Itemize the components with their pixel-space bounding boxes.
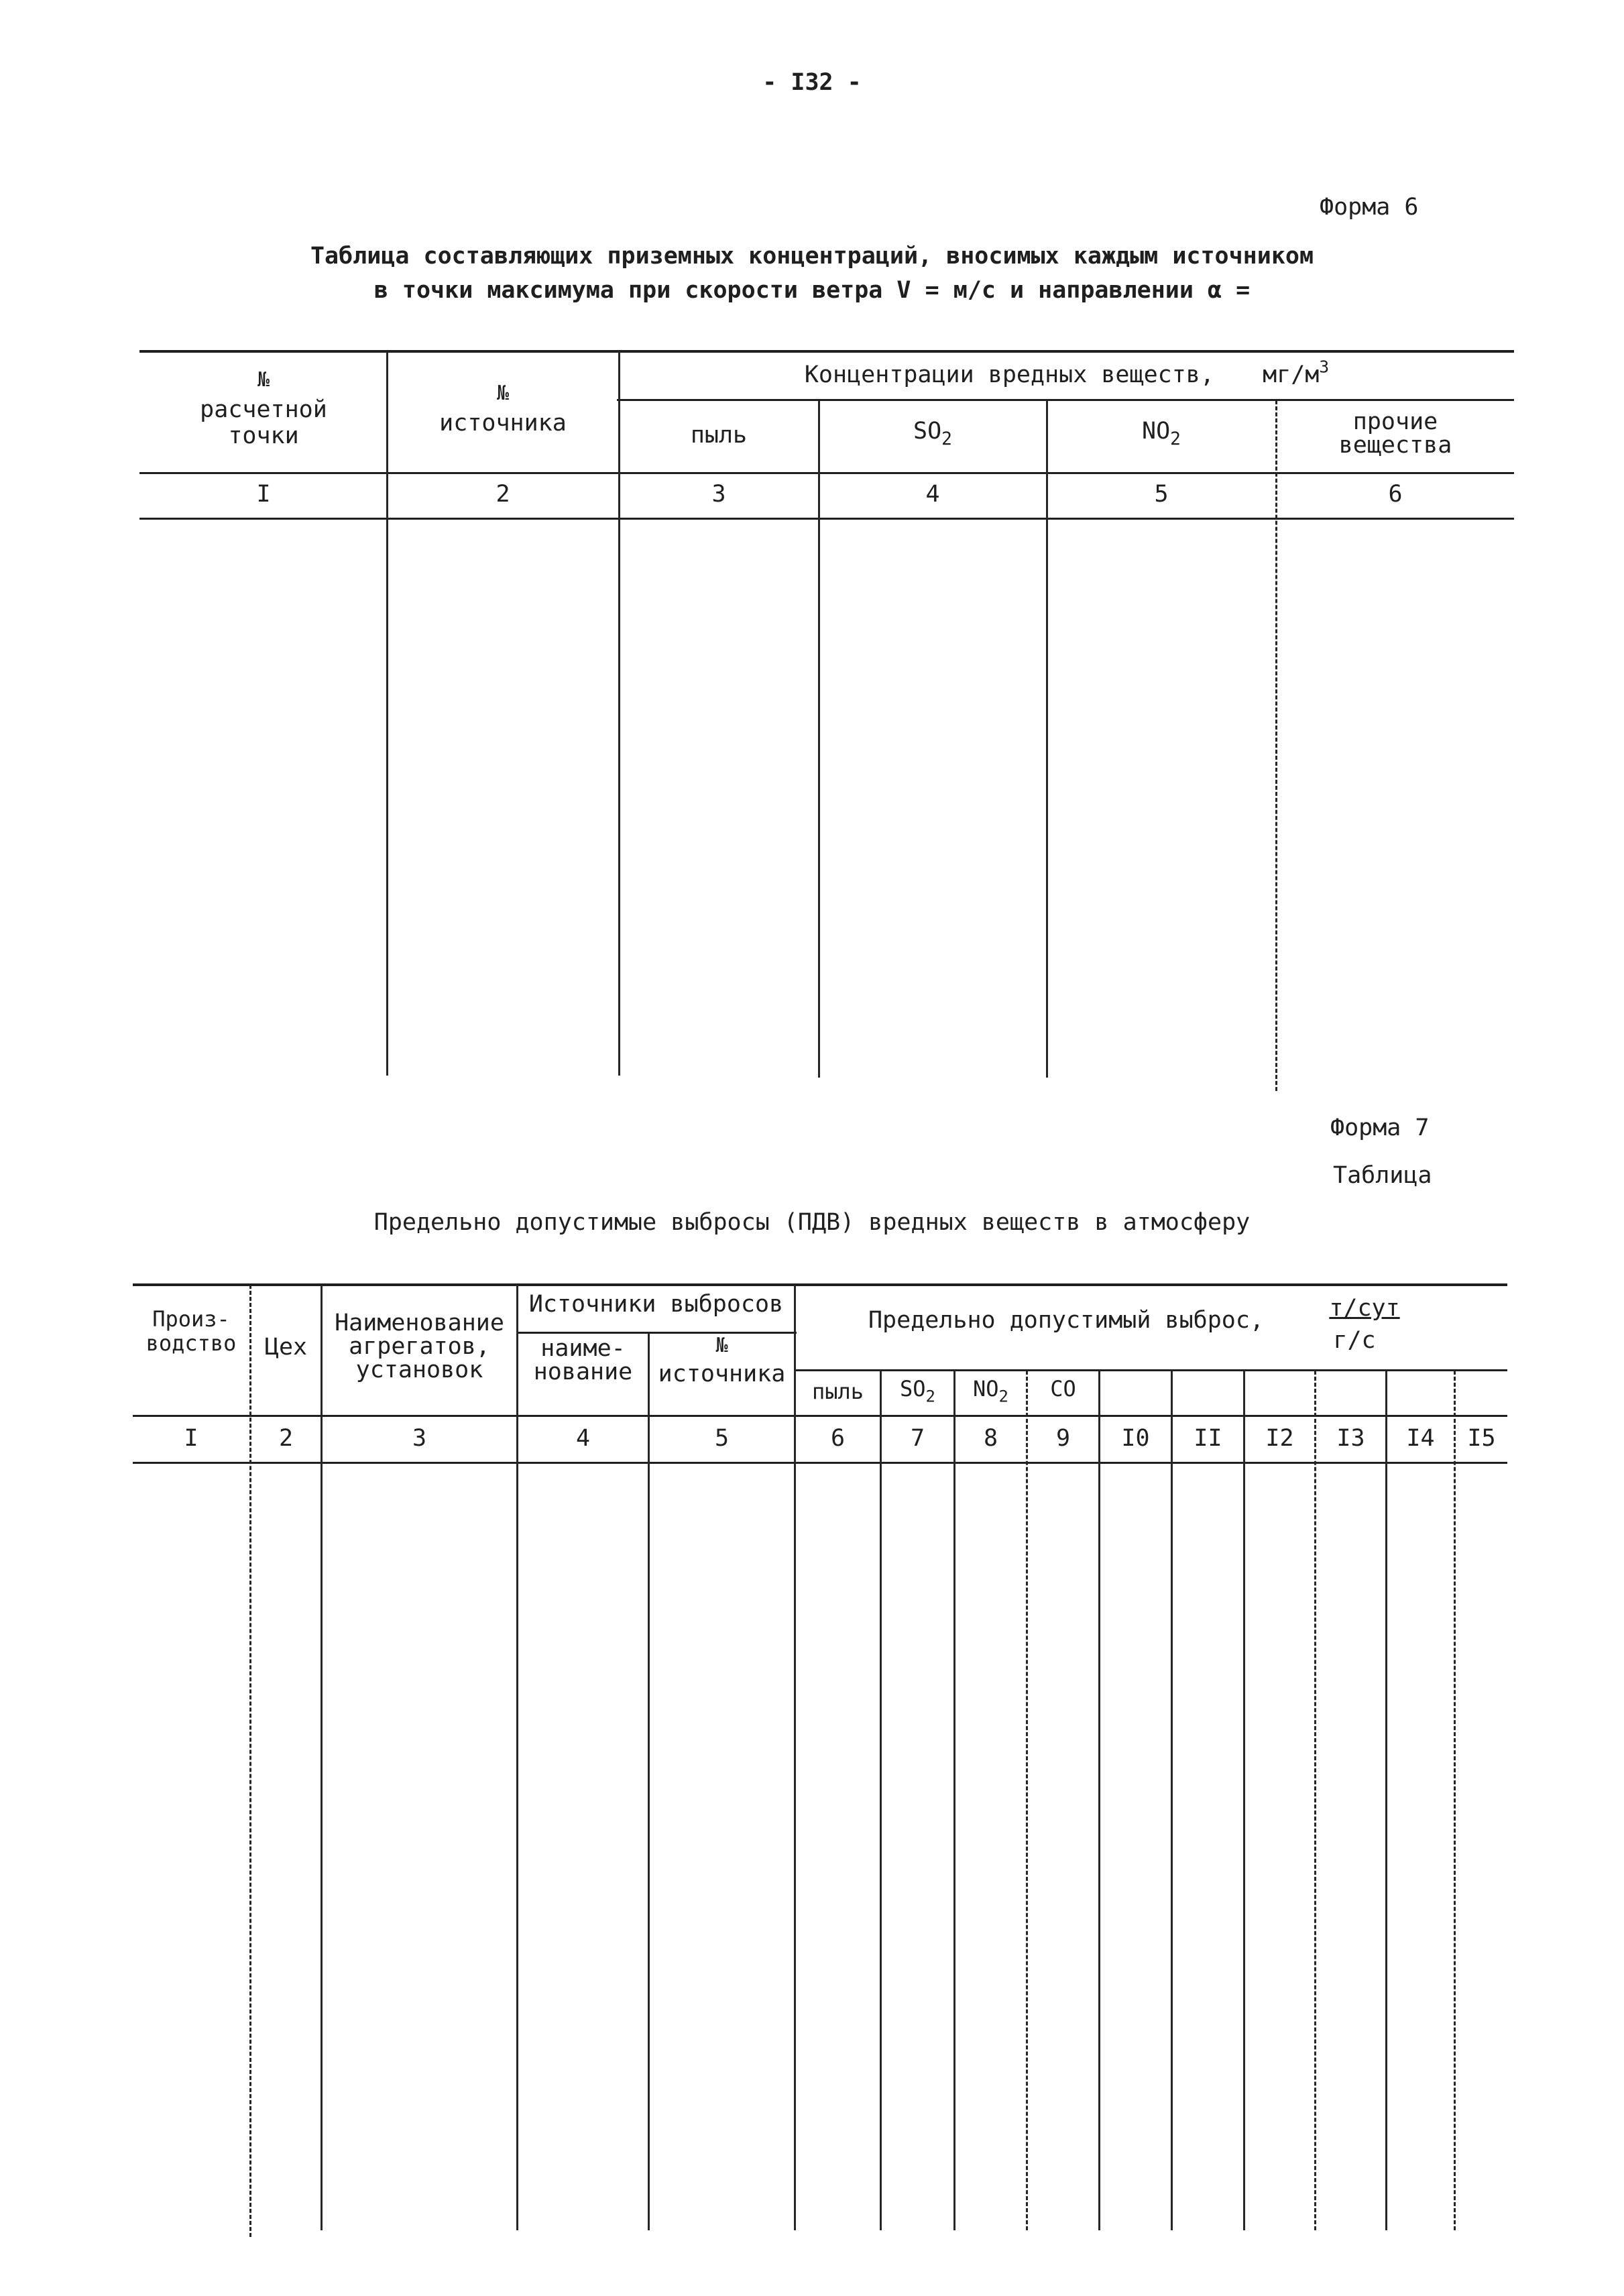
form6-no2-sub: 2 bbox=[1170, 429, 1181, 450]
form7-colnum-9: 9 bbox=[1055, 1425, 1071, 1452]
form7-source-no-header: источника bbox=[658, 1361, 786, 1387]
form7-colnum-11: II bbox=[1194, 1425, 1222, 1452]
form6-concentrations-label: Концентрации вредных веществ, bbox=[804, 361, 1214, 388]
form7-substances-subrule bbox=[795, 1369, 1507, 1371]
form7-col-divider-7 bbox=[953, 1371, 955, 2230]
form7-no2-sub: 2 bbox=[998, 1387, 1008, 1406]
form7-colnum-2: 2 bbox=[278, 1425, 294, 1452]
form7-colnum-1: I bbox=[184, 1425, 198, 1452]
form7-emission-sources-header: Источники выбросов bbox=[528, 1291, 784, 1318]
form6-source-no-header: источника bbox=[439, 410, 567, 437]
form7-so2-sub: 2 bbox=[925, 1387, 935, 1406]
form7-col-divider-12 bbox=[1314, 1371, 1316, 2230]
form7-unit-bottom: г/с bbox=[1333, 1327, 1376, 1354]
form6-so2-base: SO bbox=[913, 418, 942, 445]
form7-colnum-4: 4 bbox=[575, 1425, 591, 1452]
form7-no2-header bbox=[955, 1376, 1026, 1406]
form7-colnum-14: I4 bbox=[1406, 1425, 1435, 1452]
form7-top-rule bbox=[133, 1283, 1507, 1286]
form7-colnum-12: I2 bbox=[1265, 1425, 1294, 1452]
form6-concentrations-header bbox=[620, 357, 1514, 388]
form6-no2-base: NO bbox=[1142, 418, 1171, 445]
form7-col-divider-4 bbox=[648, 1333, 650, 2230]
form7-col-divider-6 bbox=[880, 1371, 882, 2230]
form6-colnum-6: 6 bbox=[1388, 481, 1403, 508]
form6-colnum-3: 3 bbox=[711, 481, 726, 508]
form7-colnum-7: 7 bbox=[910, 1425, 925, 1452]
form6-so2-header bbox=[819, 418, 1046, 450]
form6-col-divider-1 bbox=[386, 351, 388, 1076]
form7-mpe-title: Предельно допустимый выброс, bbox=[868, 1307, 1264, 1334]
form7-sublabel: Таблица bbox=[1333, 1162, 1432, 1189]
form6-numbers-bottom-rule bbox=[139, 518, 1514, 520]
form7-col-divider-14 bbox=[1454, 1371, 1456, 2230]
form7-sources-subrule bbox=[518, 1332, 797, 1334]
form7-colnum-5: 5 bbox=[714, 1425, 730, 1452]
form6-point-no-mark: № bbox=[257, 368, 270, 392]
form6-units-sup: 3 bbox=[1319, 357, 1330, 377]
form6-no2-header bbox=[1047, 418, 1275, 450]
form6-subheader-rule bbox=[617, 399, 1514, 401]
form6-label: Форма 6 bbox=[1320, 194, 1419, 221]
form6-units-base: мг/м bbox=[1263, 361, 1320, 388]
form7-colnum-8: 8 bbox=[983, 1425, 998, 1452]
form7-units-name-header: Наименование агрегатов, установок bbox=[335, 1310, 504, 1383]
form6-other-header: прочие вещества bbox=[1338, 408, 1452, 459]
form6-so2-sub: 2 bbox=[941, 429, 952, 450]
form7-colnum-6: 6 bbox=[830, 1425, 846, 1452]
form7-col-divider-10 bbox=[1171, 1371, 1173, 2230]
form7-title: Предельно допустимые выбросы (ПДВ) вредных веществ в атмосферу bbox=[373, 1209, 1251, 1236]
form6-dust-header: пыль bbox=[690, 422, 748, 449]
form7-numbers-bottom-rule bbox=[133, 1462, 1507, 1464]
form7-col-divider-8 bbox=[1026, 1371, 1028, 2230]
form6-colnum-2: 2 bbox=[496, 481, 510, 508]
form6-units-label bbox=[1263, 357, 1330, 388]
form7-production-header: Произ- водство bbox=[146, 1306, 237, 1356]
form6-colnum-1: I bbox=[256, 481, 271, 508]
form7-col-divider-9 bbox=[1098, 1371, 1100, 2230]
form6-colnum-5: 5 bbox=[1154, 481, 1169, 508]
form7-label: Форма 7 bbox=[1330, 1114, 1430, 1141]
form6-header-bottom-rule bbox=[139, 472, 1514, 474]
form7-source-no-mark: № bbox=[715, 1334, 728, 1357]
form7-col-divider-13 bbox=[1385, 1371, 1387, 2230]
form7-no2-base: NO bbox=[973, 1376, 999, 1401]
form6-top-rule bbox=[139, 350, 1514, 353]
form7-dust-header: пыль bbox=[811, 1379, 864, 1404]
form7-colnum-3: 3 bbox=[412, 1425, 427, 1452]
form6-title-line1: Таблица составляющих приземных концентраций, вносимых каждым источником bbox=[310, 243, 1314, 270]
form7-header-bottom-rule bbox=[133, 1415, 1507, 1417]
form6-col-divider-2 bbox=[618, 351, 620, 1076]
form6-title-line2: в точки максимума при скорости ветра V = м/с и направлении α = bbox=[373, 277, 1251, 304]
form7-source-name-header: наиме- нование bbox=[533, 1335, 633, 1385]
page-number: - I32 - bbox=[762, 69, 862, 96]
form7-col-divider-11 bbox=[1243, 1371, 1245, 2230]
form7-colnum-10: I0 bbox=[1121, 1425, 1150, 1452]
form6-point-no-header: расчетной точки bbox=[200, 396, 327, 450]
form7-co-header: CO bbox=[1050, 1376, 1076, 1401]
form6-colnum-4: 4 bbox=[925, 481, 940, 508]
form7-shop-header: Цех bbox=[264, 1334, 308, 1361]
form7-colnum-15: I5 bbox=[1467, 1425, 1496, 1452]
form7-unit-top: т/сут bbox=[1329, 1295, 1400, 1322]
form7-so2-base: SO bbox=[900, 1376, 926, 1401]
form7-colnum-13: I3 bbox=[1336, 1425, 1365, 1452]
form6-source-no-mark: № bbox=[496, 382, 510, 405]
form7-so2-header bbox=[882, 1376, 953, 1406]
